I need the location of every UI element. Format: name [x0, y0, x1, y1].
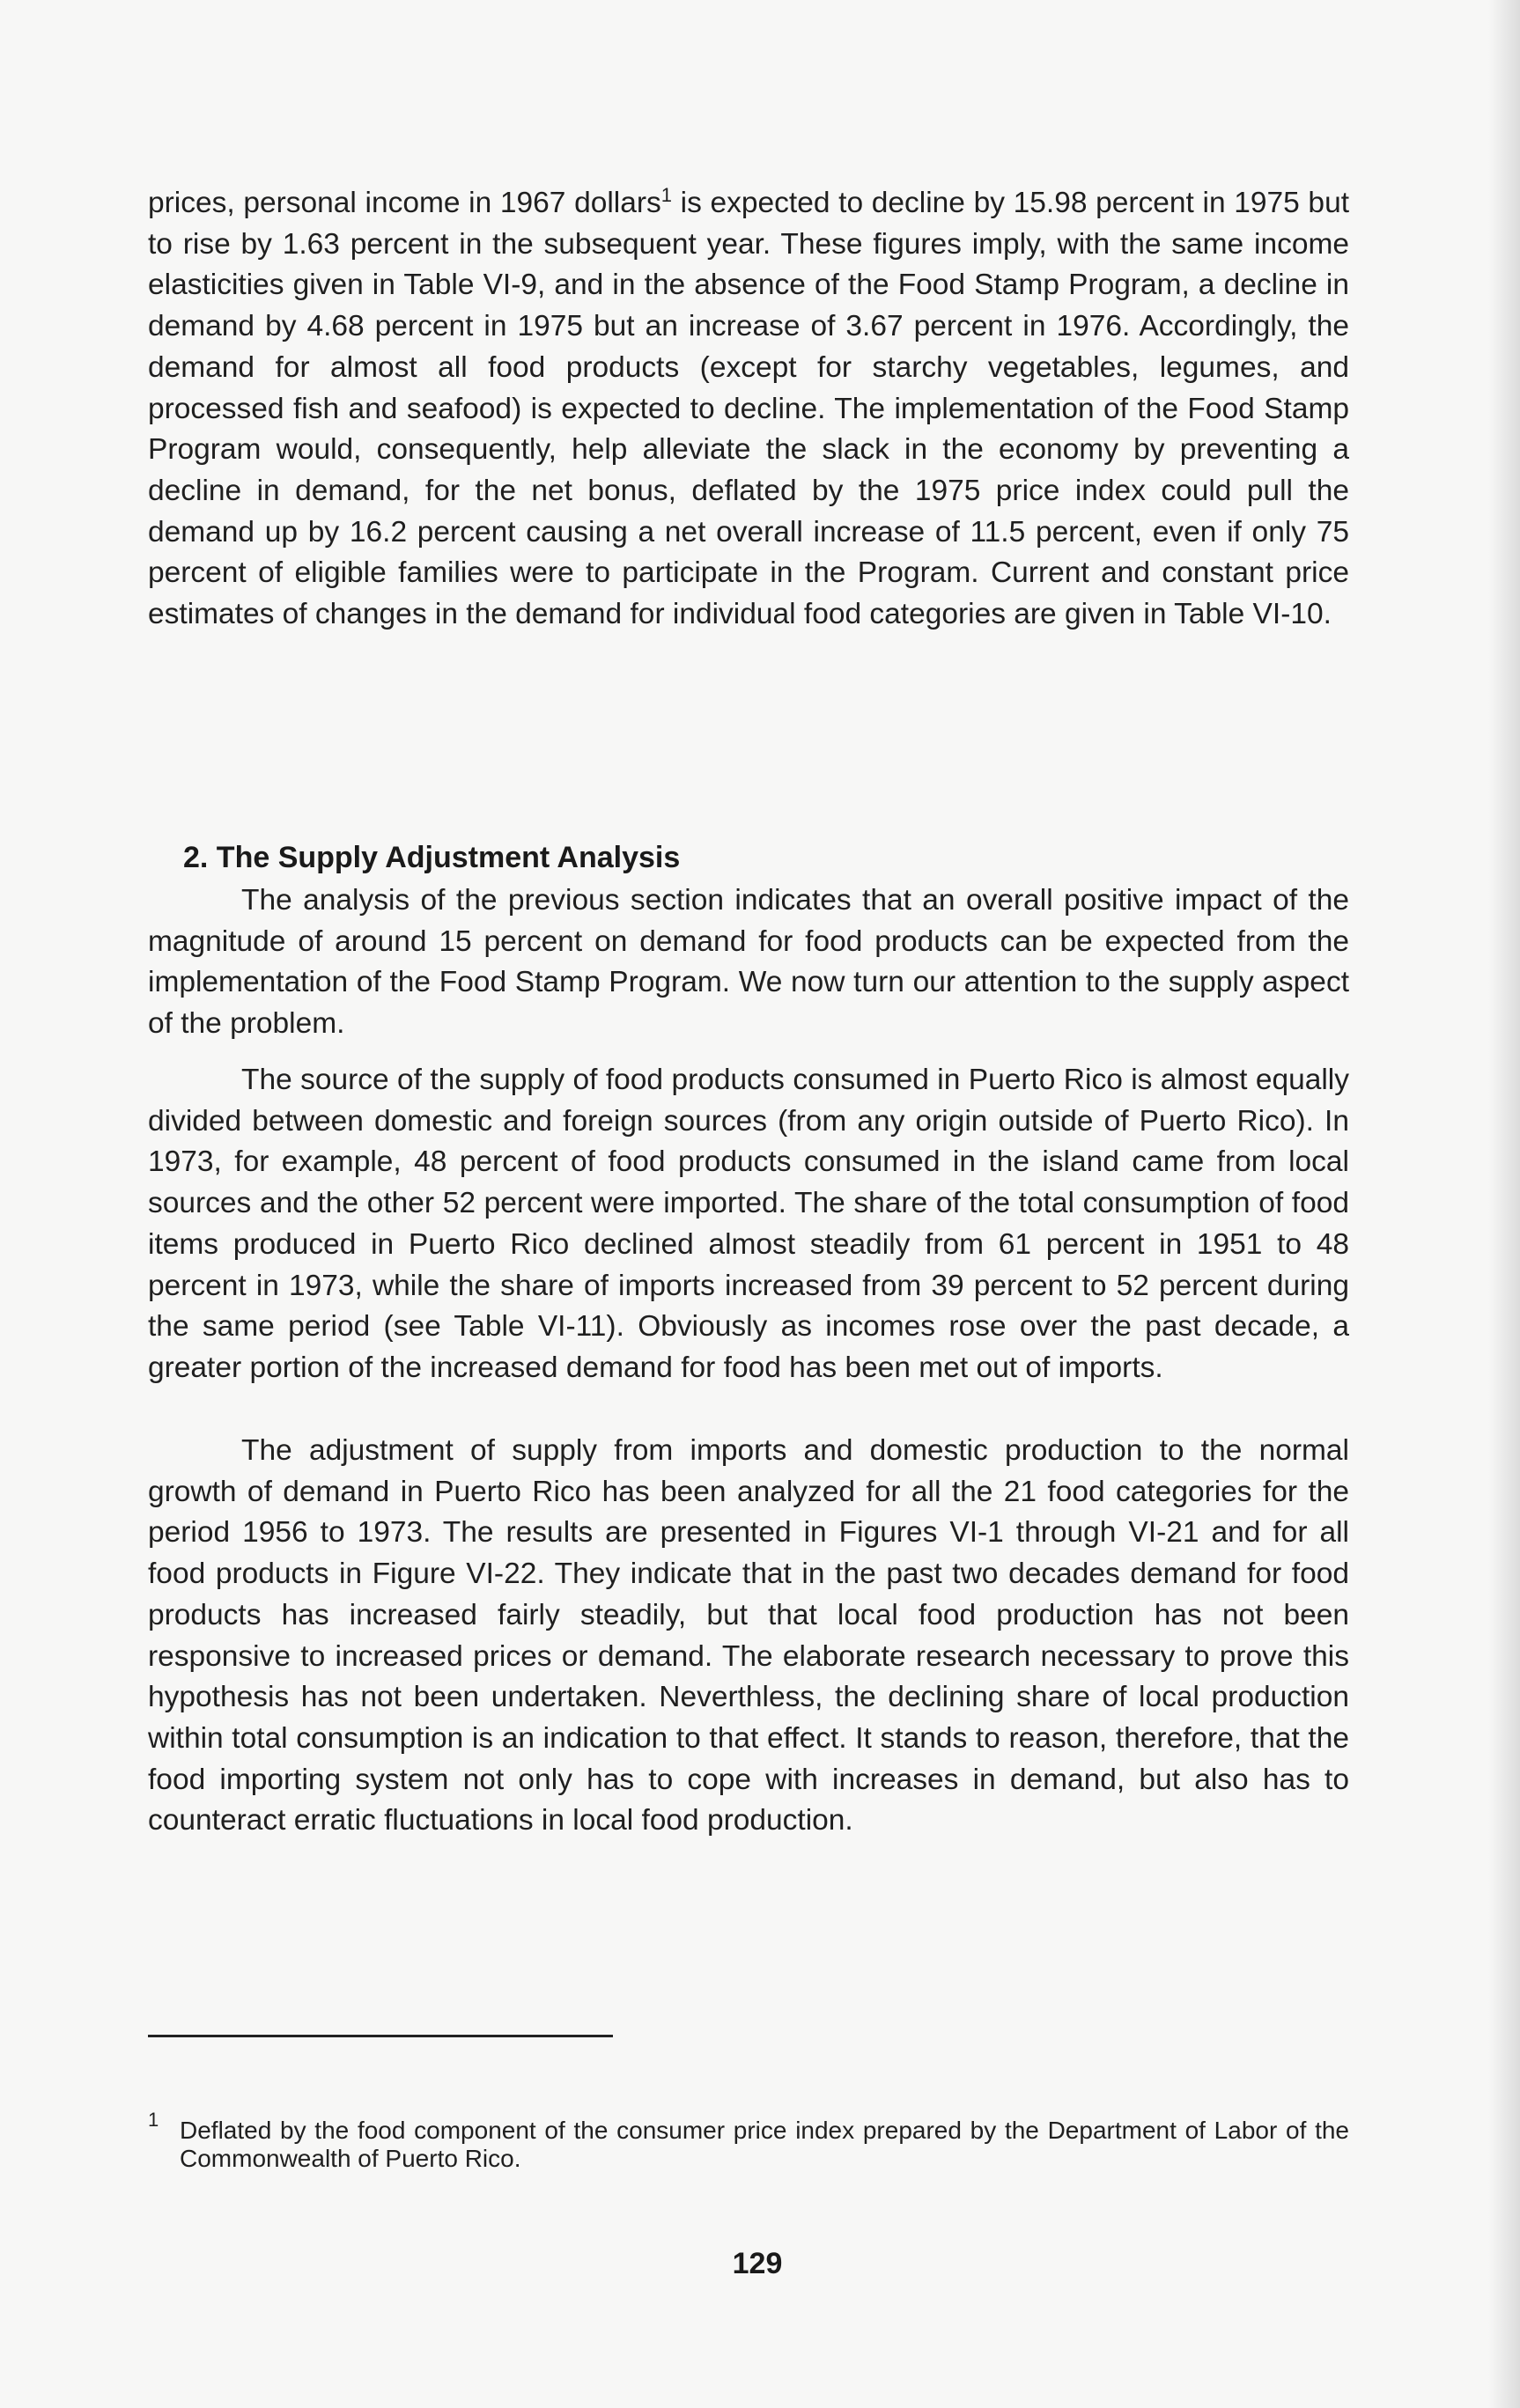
paragraph-income-demand	[148, 183, 1349, 636]
page-number: 129	[732, 2247, 783, 2280]
footnote-reference: 1	[660, 183, 673, 206]
footnote-separator	[148, 2035, 613, 2037]
footnote	[148, 2109, 1349, 2173]
footnote-marker: 1	[148, 2109, 159, 2131]
paragraph-supply-sources: The source of the supply of food products consumed in Puerto Rico is almost equally divided between domestic and foreign sources (from any origin outside of Puerto Rico). In 1973, for example, 48 percent of food products consumed in the island came from local sources and the other 52 percent were imported. The share of the total consumption of food items produced in Puerto Rico declined almost steadily from 61 percent in 1951 to 48 percent in 1973, while the share of imports increased from 39 percent to 52 percent during the same period (see Table VI-11). Obviously as incomes rose over the past decade, a greater portion of the increased demand for food has been met out of imports.	[148, 1064, 1349, 1384]
section-heading: 2. The Supply Adjustment Analysis	[183, 841, 681, 874]
paragraph-1-start: prices, personal income in 1967 dollars	[148, 187, 661, 219]
paragraph-1-rest: is expected to decline by 15.98 percent in 1975 but to rise by 1.63 percent in the subsequent year. These figures imply, with the same income elasticities given in Table VI-9, and in the absence of the Food Stamp Program, a decline in demand by 4.68 percent in 1975 but an increase of 3.67 percent in 1976. Accordingly, the demand for almost all food products (except for starchy vegetables, legumes, and processed fish and seafood) is expected to decline. The implementation of the Food Stamp Program would, consequently, help alleviate the slack in the economy by preventing a decline in demand, for the net bonus, deflated by the 1975 price index could pull the demand up by 16.2 percent causing a net overall increase of 11.5 percent, even if only 75 percent of eligible families were to participate in the Program. Current and constant price estimates of changes in the demand for individual food categories are given in Table VI-10.	[148, 187, 1350, 631]
page-edge-shadow	[1488, 0, 1520, 2408]
paragraph-supply-adjustment: The adjustment of supply from imports and domestic production to the normal growth of demand in Puerto Rico has been analyzed for all the 21 food categories for the period 1956 to 1973. The results are presented in Figures VI-1 through VI-21 and for all food products in Figure VI-22. They indicate that in the past two decades demand for food products has increased fairly steadily, but that local food production has not been responsive to increased prices or demand. The elaborate research necessary to prove this hypothesis has not been undertaken. Neverthless, the declining share of local production within total consumption is an indication to that effect. It stands to reason, therefore, that the food importing system not only has to cope with increases in demand, but also has to counteract erratic fluctuations in local food production.	[148, 1434, 1349, 1837]
paragraph-supply-intro: The analysis of the previous section indicates that an overall positive impact of the magnitude of around 15 percent on demand for food products can be expected from the implementation of the Food Stamp Program. We now turn our attention to the supply aspect of the problem.	[148, 884, 1349, 1041]
footnote-text: Deflated by the food component of the consumer price index prepared by the Department of Labor of the Commonwealth of Puerto Rico.	[180, 2117, 1349, 2172]
